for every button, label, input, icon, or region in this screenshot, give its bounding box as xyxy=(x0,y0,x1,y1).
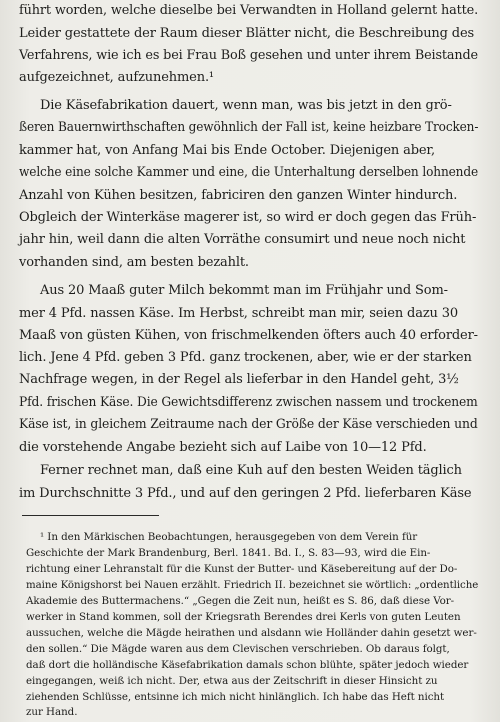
footnote-line: aussuchen, welche die Mägde heirathen und alsdann wie Holländer dahin gesetzt wer- xyxy=(26,627,477,639)
footnote-line: richtung einer Lehranstalt für die Kunst der Butter- und Käsebereitung auf der Do- xyxy=(26,563,458,575)
text-line: Die Käsefabrikation dauert, wenn man, was bis jetzt in den grö- xyxy=(40,98,452,113)
text-line: Anzahl von Kühen besitzen, fabriciren den ganzen Winter hindurch. xyxy=(19,188,458,203)
footnote-line: daß dort die holländische Käsefabrikation damals schon blühte, später jedoch wieder xyxy=(26,659,469,671)
footnote-line: ¹ In den Märkischen Beobachtungen, herausgegeben von dem Verein für xyxy=(40,531,418,543)
footnote-line: Akademie des Buttermachens.“ „Gegen die Zeit nun, heißt es S. 86, daß diese Vor- xyxy=(26,595,455,607)
text-line: Leider gestattete der Raum dieser Blätter nicht, die Beschreibung des xyxy=(19,26,475,41)
text-line: kammer hat, von Anfang Mai bis Ende October. Diejenigen aber, xyxy=(19,143,436,158)
footnote-line: werker in Stand kommen, soll der Kriegsrath Berendes drei Kerls von guten Leuten xyxy=(26,611,461,623)
text-line: aufgezeichnet, aufzunehmen.¹ xyxy=(19,70,214,85)
text-line: lich. Jene 4 Pfd. geben 3 Pfd. ganz trockenen, aber, wie er der starken xyxy=(19,350,472,365)
text-line: Aus 20 Maaß guter Milch bekommt man im Frühjahr und Som- xyxy=(40,283,448,298)
text-line: Pfd. frischen Käse. Die Gewichtsdifferenz zwischen nassem und trockenem xyxy=(19,395,478,410)
footnote-line: zur Hand. xyxy=(26,706,78,718)
text-line: welche eine solche Kammer und eine, die Unterhaltung derselben lohnende xyxy=(19,165,479,180)
text-line: die vorstehende Angabe bezieht sich auf Laibe von 10—12 Pfd. xyxy=(19,440,427,455)
text-line: jahr hin, weil dann die alten Vorräthe consumirt und neue noch nicht xyxy=(19,232,466,247)
footnote-line: eingegangen, weiß ich nicht. Der, etwa aus der Zeitschrift in dieser Hinsicht zu xyxy=(26,675,438,687)
text-line: Verfahrens, wie ich es bei Frau Boß gesehen und unter ihrem Beistande xyxy=(19,48,478,63)
footnote-line: den sollen.“ Die Mägde waren aus dem Clevischen verschrieben. Ob daraus folgt, xyxy=(26,643,450,655)
text-line: Maaß von güsten Kühen, von frischmelkenden öfters auch 40 erforder- xyxy=(19,328,478,343)
text-line: Obgleich der Winterkäse magerer ist, so wird er doch gegen das Früh- xyxy=(19,210,477,225)
footnote-line: ziehenden Schlüsse, entsinne ich mich nicht hinlänglich. Ich habe das Heft nicht xyxy=(26,691,445,703)
footnote-rule xyxy=(22,515,159,516)
footnote-line: maine Königshorst bei Nauen erzählt. Friedrich II. bezeichnet sie wörtlich: „ordentliche xyxy=(26,579,479,591)
text-line: im Durchschnitte 3 Pfd., und auf den geringen 2 Pfd. lieferbaren Käse xyxy=(19,486,472,501)
text-line: Ferner rechnet man, daß eine Kuh auf den besten Weiden täglich xyxy=(40,463,462,478)
text-line: vorhanden sind, am besten bezahlt. xyxy=(19,255,249,270)
text-line: ßeren Bauernwirthschaften gewöhnlich der Fall ist, keine heizbare Trocken- xyxy=(19,120,479,135)
text-line: Nachfrage wegen, in der Regel als lieferbar in den Handel geht, 3½ xyxy=(19,372,459,387)
text-line: mer 4 Pfd. nassen Käse. Im Herbst, schreibt man mir, seien dazu 30 xyxy=(19,306,458,321)
footnote-line: Geschichte der Mark Brandenburg, Berl. 1841. Bd. I., S. 83—93, wird die Ein- xyxy=(26,547,431,559)
text-line: führt worden, welche dieselbe bei Verwandten in Holland gelernt hatte. xyxy=(19,3,479,18)
text-line: Käse ist, in gleichem Zeitraume nach der Größe der Käse verschieden und xyxy=(19,417,478,432)
